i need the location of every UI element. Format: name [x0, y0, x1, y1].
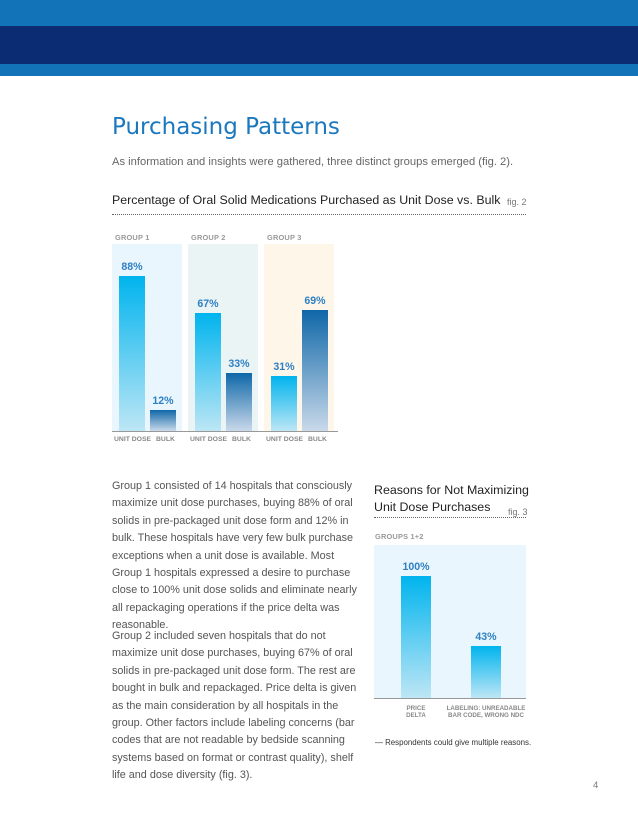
x-axis-label: UNIT DOSE [114, 436, 152, 443]
fig3-tag: fig. 3 [508, 507, 528, 517]
fig3-baseline [374, 698, 526, 699]
unit-dose-bar [119, 276, 145, 431]
x-axis-label-line: BAR CODE, WRONG NDC [448, 712, 524, 720]
labeling-bar [471, 646, 501, 698]
bar-value-label: 100% [402, 561, 430, 573]
fig3-group-label: GROUPS 1+2 [375, 532, 424, 541]
header-band-bottom [0, 64, 638, 76]
fig2-divider [112, 214, 526, 215]
x-axis-label [391, 705, 441, 720]
body-paragraph-2: Group 2 included seven hospitals that do not maximize unit dose purchases, buying 67% of oral solids in pre-packaged unit dose form. The rest are bought in bulk and repackaged. Price delta is given as the main consideration by all hospitals in the group. Other factors include labeling concerns (bar codes that are not readable by bedside scanning systems based on format or contrast quality), shelf life and dose diversity (fig. 3). [112, 630, 357, 782]
bar-value-label: 43% [475, 630, 497, 643]
page-title: Purchasing Patterns [112, 114, 340, 140]
fig3-heading-line2: Unit Dose Purchases [374, 499, 491, 514]
group-label: GROUP 1 [115, 233, 150, 242]
x-axis-label: BULK [232, 436, 251, 443]
group-label: GROUP 2 [191, 233, 226, 242]
x-axis-label: BULK [156, 436, 175, 443]
fig3-panel [374, 545, 526, 698]
intro-text: As information and insights were gathered, three distinct groups emerged (fig. 2). [112, 156, 514, 168]
fig2-baseline [112, 431, 338, 432]
price-delta-bar [401, 576, 431, 698]
bulk-bar [226, 373, 252, 431]
fig3-heading [374, 482, 529, 515]
header-band-navy [0, 26, 638, 64]
bar-value-label: 12% [152, 394, 174, 407]
fig2-heading: Percentage of Oral Solid Medications Purchased as Unit Dose vs. Bulk [112, 193, 501, 207]
bar-value-label: 69% [304, 294, 326, 307]
group-label: GROUP 3 [267, 233, 302, 242]
bulk-bar [302, 310, 328, 431]
x-axis-label: UNIT DOSE [266, 436, 304, 443]
fig3-divider [374, 517, 526, 518]
bar-value-label: 88% [121, 261, 143, 274]
x-axis-label [445, 705, 527, 720]
fig3-heading-line1: Reasons for Not Maximizing [374, 483, 529, 497]
x-axis-label: BULK [308, 436, 327, 443]
fig2-tag: fig. 2 [507, 197, 527, 207]
page-number: 4 [593, 780, 599, 791]
bar-value-label: 67% [197, 298, 219, 311]
x-axis-label-line: LABELING: UNREADABLE [446, 705, 526, 712]
bar-value-label: 31% [273, 361, 295, 374]
x-axis-label: UNIT DOSE [190, 436, 228, 443]
bulk-bar [150, 410, 176, 431]
x-axis-label-line: DELTA [406, 712, 426, 720]
unit-dose-bar [271, 376, 297, 431]
header-band-top [0, 0, 638, 26]
unit-dose-bar [195, 313, 221, 431]
bar-value-label: 33% [228, 357, 250, 370]
fig3-footnote: — Respondents could give multiple reasons. [375, 738, 532, 747]
body-paragraph-1: Group 1 consisted of 14 hospitals that consciously maximize unit dose purchases, buying 88% of oral solids in pre-packaged unit dose form and 12% in bulk. These hospitals have very few bulk purchase exceptions when a unit dose is available. Most Group 1 hospitals expressed a desire to purchase close to 100% unit dose solids and eliminate nearly all repackaging operations if the price delta was reasonable. [112, 480, 357, 632]
x-axis-label-line: PRICE [406, 705, 426, 712]
